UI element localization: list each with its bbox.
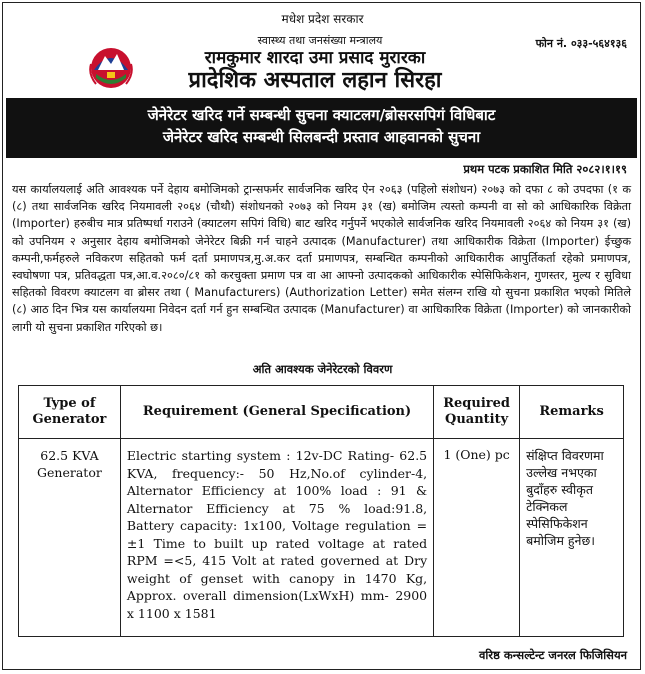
ministry-name: स्वास्थ्य तथा जनसंख्या मन्त्रालय [257, 34, 383, 47]
header-requirement: Requirement (General Specification) [120, 386, 433, 439]
header-remarks: Remarks [520, 386, 624, 439]
header-type: Type of Generator [19, 386, 121, 439]
government-name: मधेश प्रदेश सरकार [281, 12, 364, 26]
signatory-title: वरिष्ठ कन्सल्टेन्ट जनरल फिजिसियन [479, 648, 627, 662]
phone-number: फोन नं. ०३३-५६४१३६ [535, 37, 627, 50]
publication-date: प्रथम पटक प्रकाशित मिति २०८२।१।१९ [463, 162, 627, 176]
cell-requirement: Electric starting system : 12v-DC Rating- 62.5 KVA, frequency:- 50 Hz,No.of cylinder-4, Alternator Efficiency at 100% load : 91 & Alternator Efficiency at 75 % load:91.8, Battery capacity: 1x100, Voltage regulation = ±1 Time to built up rated voltage at rated RPM =<5, 415 Volt at rated governed at Dry weight of genset with canopy in 1470 Kg, Approx. overall dimension(LxWxH) mm- 2900 x 1100 x 1581 [120, 439, 433, 637]
generator-spec-table [18, 385, 624, 637]
table-title: अति आवश्यक जेनेरेटरको विवरण [252, 362, 393, 376]
hospital-name-line2: प्रादेशिक अस्पताल लहान सिरहा [188, 68, 442, 93]
cell-generator-type: 62.5 KVA Generator [19, 439, 121, 637]
notice-title-line1: जेनेरेटर खरिद गर्ने सम्बन्धी सुचना क्याटलग/ब्रोसरसपिगं विधिबाट [147, 106, 496, 124]
notice-body-paragraph: यस कार्यालयलाई अति आवश्यक पर्ने देहाय बमोजिमको ट्रान्सफर्मर सार्वजनिक खरिद ऐन २०६३ (पहिलो संशोधन) २०७३ को दफा ८ को उपदफा (१ क (८) तथा सार्वजनिक खरिद नियमावली २०६४ (चौथौ) संशोधनको २०७३ को नियम ३१ (ख) बमोजिम त्यस्तो कम्पनी वा सो को आधिकारिक विक्रेता (Importer) हरुबीच मात्र प्रतिष्पर्धा गराउने (क्याटलग सपिगं विधि) बाट खरिद गर्नुपर्ने भएकोले सार्वजनिक खरिद नियमावली २०६४ को नियम ३१ (ख) को उपनियम २ अनुसार देहाय बमोजिमको जेनेरेटर बिक्री गर्न चाहने उत्पादक (Manufacturer) तथा आधिकारीक विक्रेता (Importer) ईच्छुक कम्पनी,फर्महरुले नविकरण सहितको फर्म दर्ता प्रमाणपत्र,मु.अ.कर दर्ता प्रमाणपत्र, सम्बन्धित कम्पनीको आधिकारीक आपुर्तिकर्ता रहेको प्रमाणपत्र, स्वघोषणा पत्र, प्रतिवद्धता पत्र,आ.व.२०८०/८१ को करचुक्ता प्रमाण पत्र वा आ आफ्नो उत्पादकको आधिकारीक स्पेसिफिकेशन, गुणस्तर, मुल्य र सुविधा सहितको विवरण क्याटलग वा ब्रोसर तथा ( Manufacturers) (Authorization Letter) समेत संलग्न राखि यो सुचना प्रकाशित भएको मितिले (८) आठ दिन भित्र यस कार्यालयमा निवेदन दर्ता गर्न हुन सम्बन्धित उत्पादक (Manufacturer) वा आधिकारिक विक्रेता (Importer) को जानकारीको लागी यो सुचना प्रकाशित गरिएको छ। [12, 183, 631, 334]
table-row [19, 439, 624, 637]
header-quantity: Required Quantity [434, 386, 520, 439]
cell-remarks: संक्षिप्त विवरणमा उल्लेख नभएका बुदाँहरु स्वीकृत टेक्निकल स्पेसिफिकेशन बमोजिम हुनेछ। [520, 439, 624, 637]
nepal-emblem-icon [88, 42, 134, 92]
notice-title-line2: जेनेरेटर खरिद सम्बन्धी सिलबन्दी प्रस्ताव आहवानको सुचना [162, 128, 481, 146]
table-header-row [19, 386, 624, 439]
notice-title-banner [6, 98, 637, 158]
hospital-name-line1: रामकुमार शारदा उमा प्रसाद मुरारका [204, 48, 426, 68]
cell-quantity: 1 (One) pc [434, 439, 520, 637]
